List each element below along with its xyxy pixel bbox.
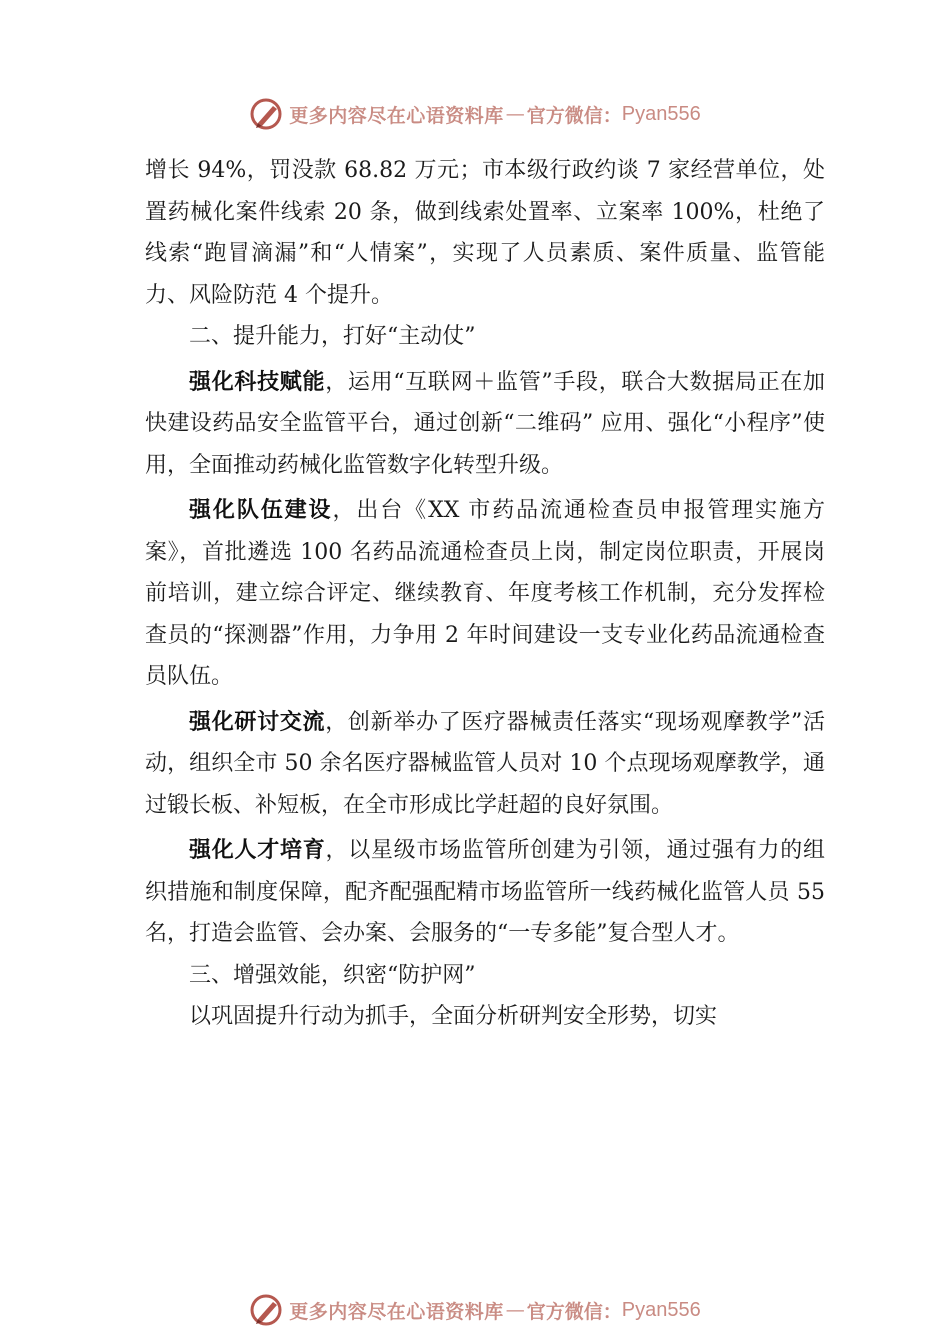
paragraph-lead: 强化队伍建设 xyxy=(189,498,333,523)
paragraph-action xyxy=(145,996,825,1038)
watermark-site-text: 更多内容尽在心语资料库 xyxy=(289,1300,504,1323)
heading-text: 三、增强效能，织密“防护网” xyxy=(189,962,476,988)
section-heading-two xyxy=(145,316,825,358)
watermark-site-text: 更多内容尽在心语资料库 xyxy=(289,104,504,127)
watermark-separator: — xyxy=(505,1299,525,1321)
paragraph-lead: 强化人才培育 xyxy=(189,838,326,863)
paragraph-lead: 强化研讨交流 xyxy=(189,709,326,735)
paragraph-continuation xyxy=(145,150,825,316)
paragraph-text: ，以星级市场监管所创建为引领，通过强有力的组织措施和制度保障，配齐配强配精市场监管所一线药械化监管人员 55 名，打造会监管、会办案、会服务的“一专多能”复合型人才。 xyxy=(145,838,825,946)
heading-text: 二、提升能力，打好“主动仗” xyxy=(189,324,476,349)
pen-logo-icon xyxy=(249,1293,283,1327)
paragraph-text: 增长 94%，罚没款 68.82 万元；市本级行政约谈 7 家经营单位，处置药械化案件线索 20 条，做到线索处置率、立案率 100%，杜绝了线索“跑冒滴漏”和“人情案”，实现了人员素质、案件质量、监管能力、风险防范 4 个提升。 xyxy=(145,158,825,308)
watermark-banner-top xyxy=(0,94,950,134)
watermark-account: Pyan556 xyxy=(621,102,701,125)
document-body xyxy=(145,150,825,1038)
paragraph-tech xyxy=(145,362,825,487)
paragraph-talent xyxy=(145,830,825,955)
section-heading-three xyxy=(145,955,825,997)
watermark-account: Pyan556 xyxy=(621,1298,701,1321)
paragraph-text: 以巩固提升行动为抓手，全面分析研判安全形势，切实 xyxy=(189,1004,718,1029)
watermark-banner-bottom xyxy=(0,1290,950,1330)
watermark-label: 官方微信： xyxy=(526,1300,622,1323)
watermark-separator: — xyxy=(505,103,525,125)
paragraph-team xyxy=(145,490,825,698)
pen-logo-icon xyxy=(249,97,283,131)
paragraph-exchange xyxy=(145,702,825,827)
paragraph-text: ，创新举办了医疗器械责任落实“现场观摩教学”活动，组织全市 50 余名医疗器械监管人员对 10 个点现场观摩教学，通过锻长板、补短板，在全市形成比学赶超的良好氛围。 xyxy=(145,709,825,818)
paragraph-text: ，出台《XX 市药品流通检查员申报管理实施方案》，首批遴选 100 名药品流通检查员上岗，制定岗位职责，开展岗前培训，建立综合评定、继续教育、年度考核工作机制，充分发挥检查员的“探测器”作用，力争用 2 年时间建设一支专业化药品流通检查员队伍。 xyxy=(145,498,825,689)
paragraph-lead: 强化科技赋能 xyxy=(189,369,326,395)
paragraph-text: ，运用“互联网＋监管”手段，联合大数据局正在加快建设药品安全监管平台，通过创新“二维码” 应用、强化“小程序”使用，全面推动药械化监管数字化转型升级。 xyxy=(145,369,825,478)
watermark-label: 官方微信： xyxy=(526,104,622,127)
